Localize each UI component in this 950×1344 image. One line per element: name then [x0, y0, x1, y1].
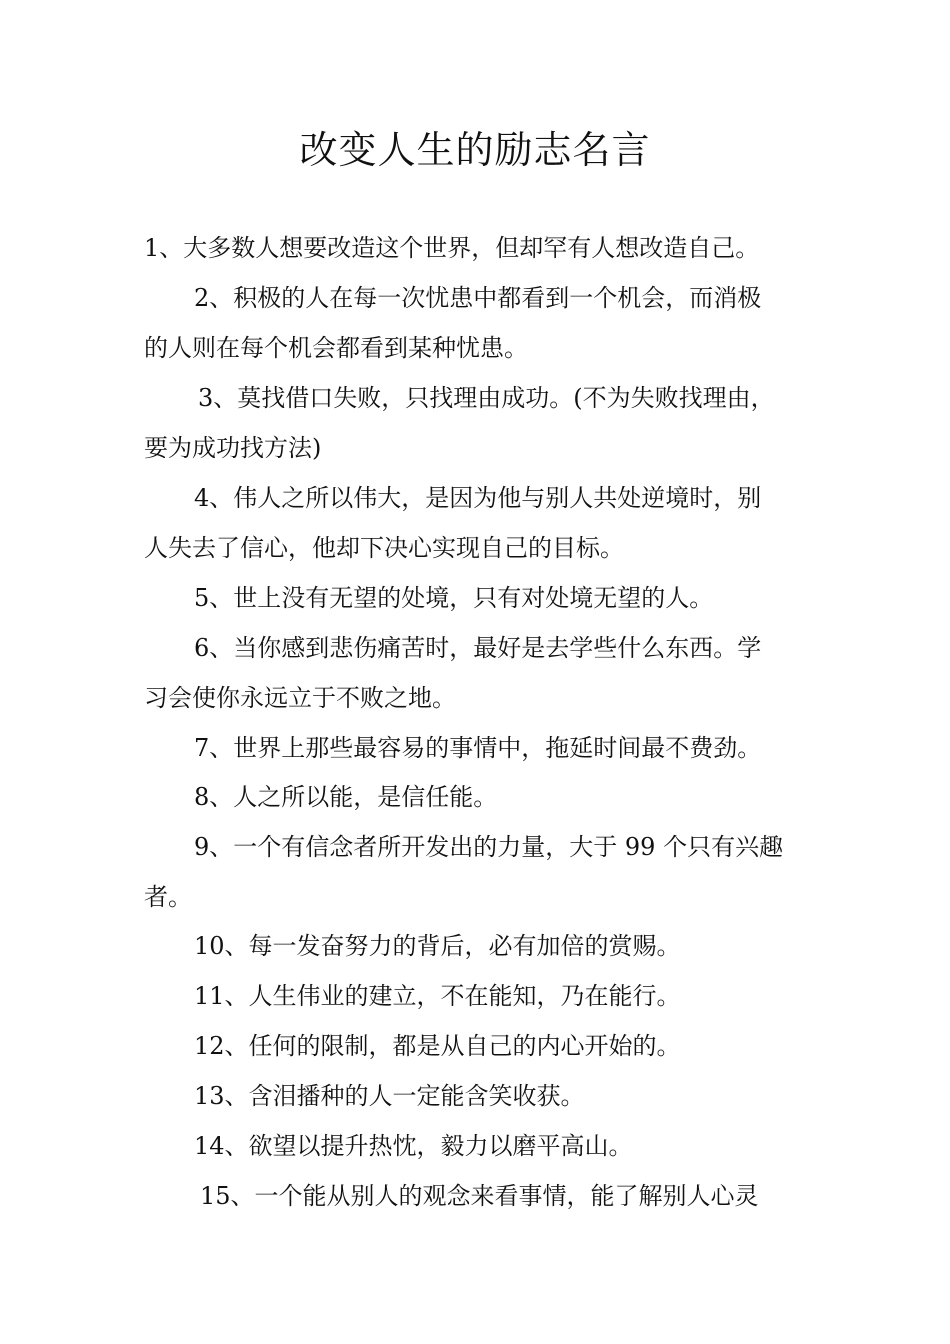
quote-line: 9、一个有信念者所开发出的力量，大于 99 个只有兴趣: [194, 833, 784, 861]
quote-6: [144, 623, 810, 723]
quote-7: [144, 723, 810, 773]
quote-4: [144, 473, 810, 573]
quote-line: 者。: [144, 883, 192, 911]
quote-10: [144, 921, 810, 971]
quote-line: 要为成功找方法): [144, 434, 322, 462]
quote-line: 12、任何的限制，都是从自己的内心开始的。: [194, 1032, 681, 1060]
quote-14: [144, 1121, 810, 1171]
quote-line: 6、当你感到悲伤痛苦时，最好是去学些什么东西。学: [194, 634, 762, 662]
quote-line: 15、一个能从别人的观念来看事情，能了解别人心灵: [200, 1182, 759, 1210]
quote-line: 1、大多数人想要改造这个世界，但却罕有人想改造自己。: [144, 234, 760, 262]
quote-line: 14、欲望以提升热忱，毅力以磨平高山。: [194, 1132, 633, 1160]
quote-5: [144, 573, 810, 623]
quote-line: 人失去了信心，他却下决心实现自己的目标。: [144, 534, 624, 562]
quote-3: [144, 373, 810, 473]
quote-line: 4、伟人之所以伟大，是因为他与别人共处逆境时，别: [194, 484, 762, 512]
quote-12: [144, 1021, 810, 1071]
quote-8: [144, 772, 810, 822]
quote-line: 7、世界上那些最容易的事情中，拖延时间最不费劲。: [194, 734, 762, 762]
quote-line: 11、人生伟业的建立，不在能知，乃在能行。: [194, 982, 681, 1010]
quote-line: 8、人之所以能，是信任能。: [194, 783, 498, 811]
quote-1: [144, 223, 810, 273]
quote-line: 的人则在每个机会都看到某种忧患。: [144, 334, 528, 362]
quote-line: 2、积极的人在每一次忧患中都看到一个机会，而消极: [194, 284, 762, 312]
quote-line: 10、每一发奋努力的背后，必有加倍的赏赐。: [194, 932, 681, 960]
quote-line: 习会使你永远立于不败之地。: [144, 684, 456, 712]
quote-15: [144, 1171, 810, 1221]
quote-line: 3、莫找借口失败，只找理由成功。(不为失败找理由，: [198, 384, 775, 412]
quote-13: [144, 1071, 810, 1121]
quote-2: [144, 273, 810, 373]
quote-line: 13、含泪播种的人一定能含笑收获。: [194, 1082, 585, 1110]
quote-11: [144, 971, 810, 1021]
quote-line: 5、世上没有无望的处境，只有对处境无望的人。: [194, 584, 714, 612]
quote-9: [144, 822, 810, 922]
page-title: 改变人生的励志名言: [299, 128, 651, 172]
